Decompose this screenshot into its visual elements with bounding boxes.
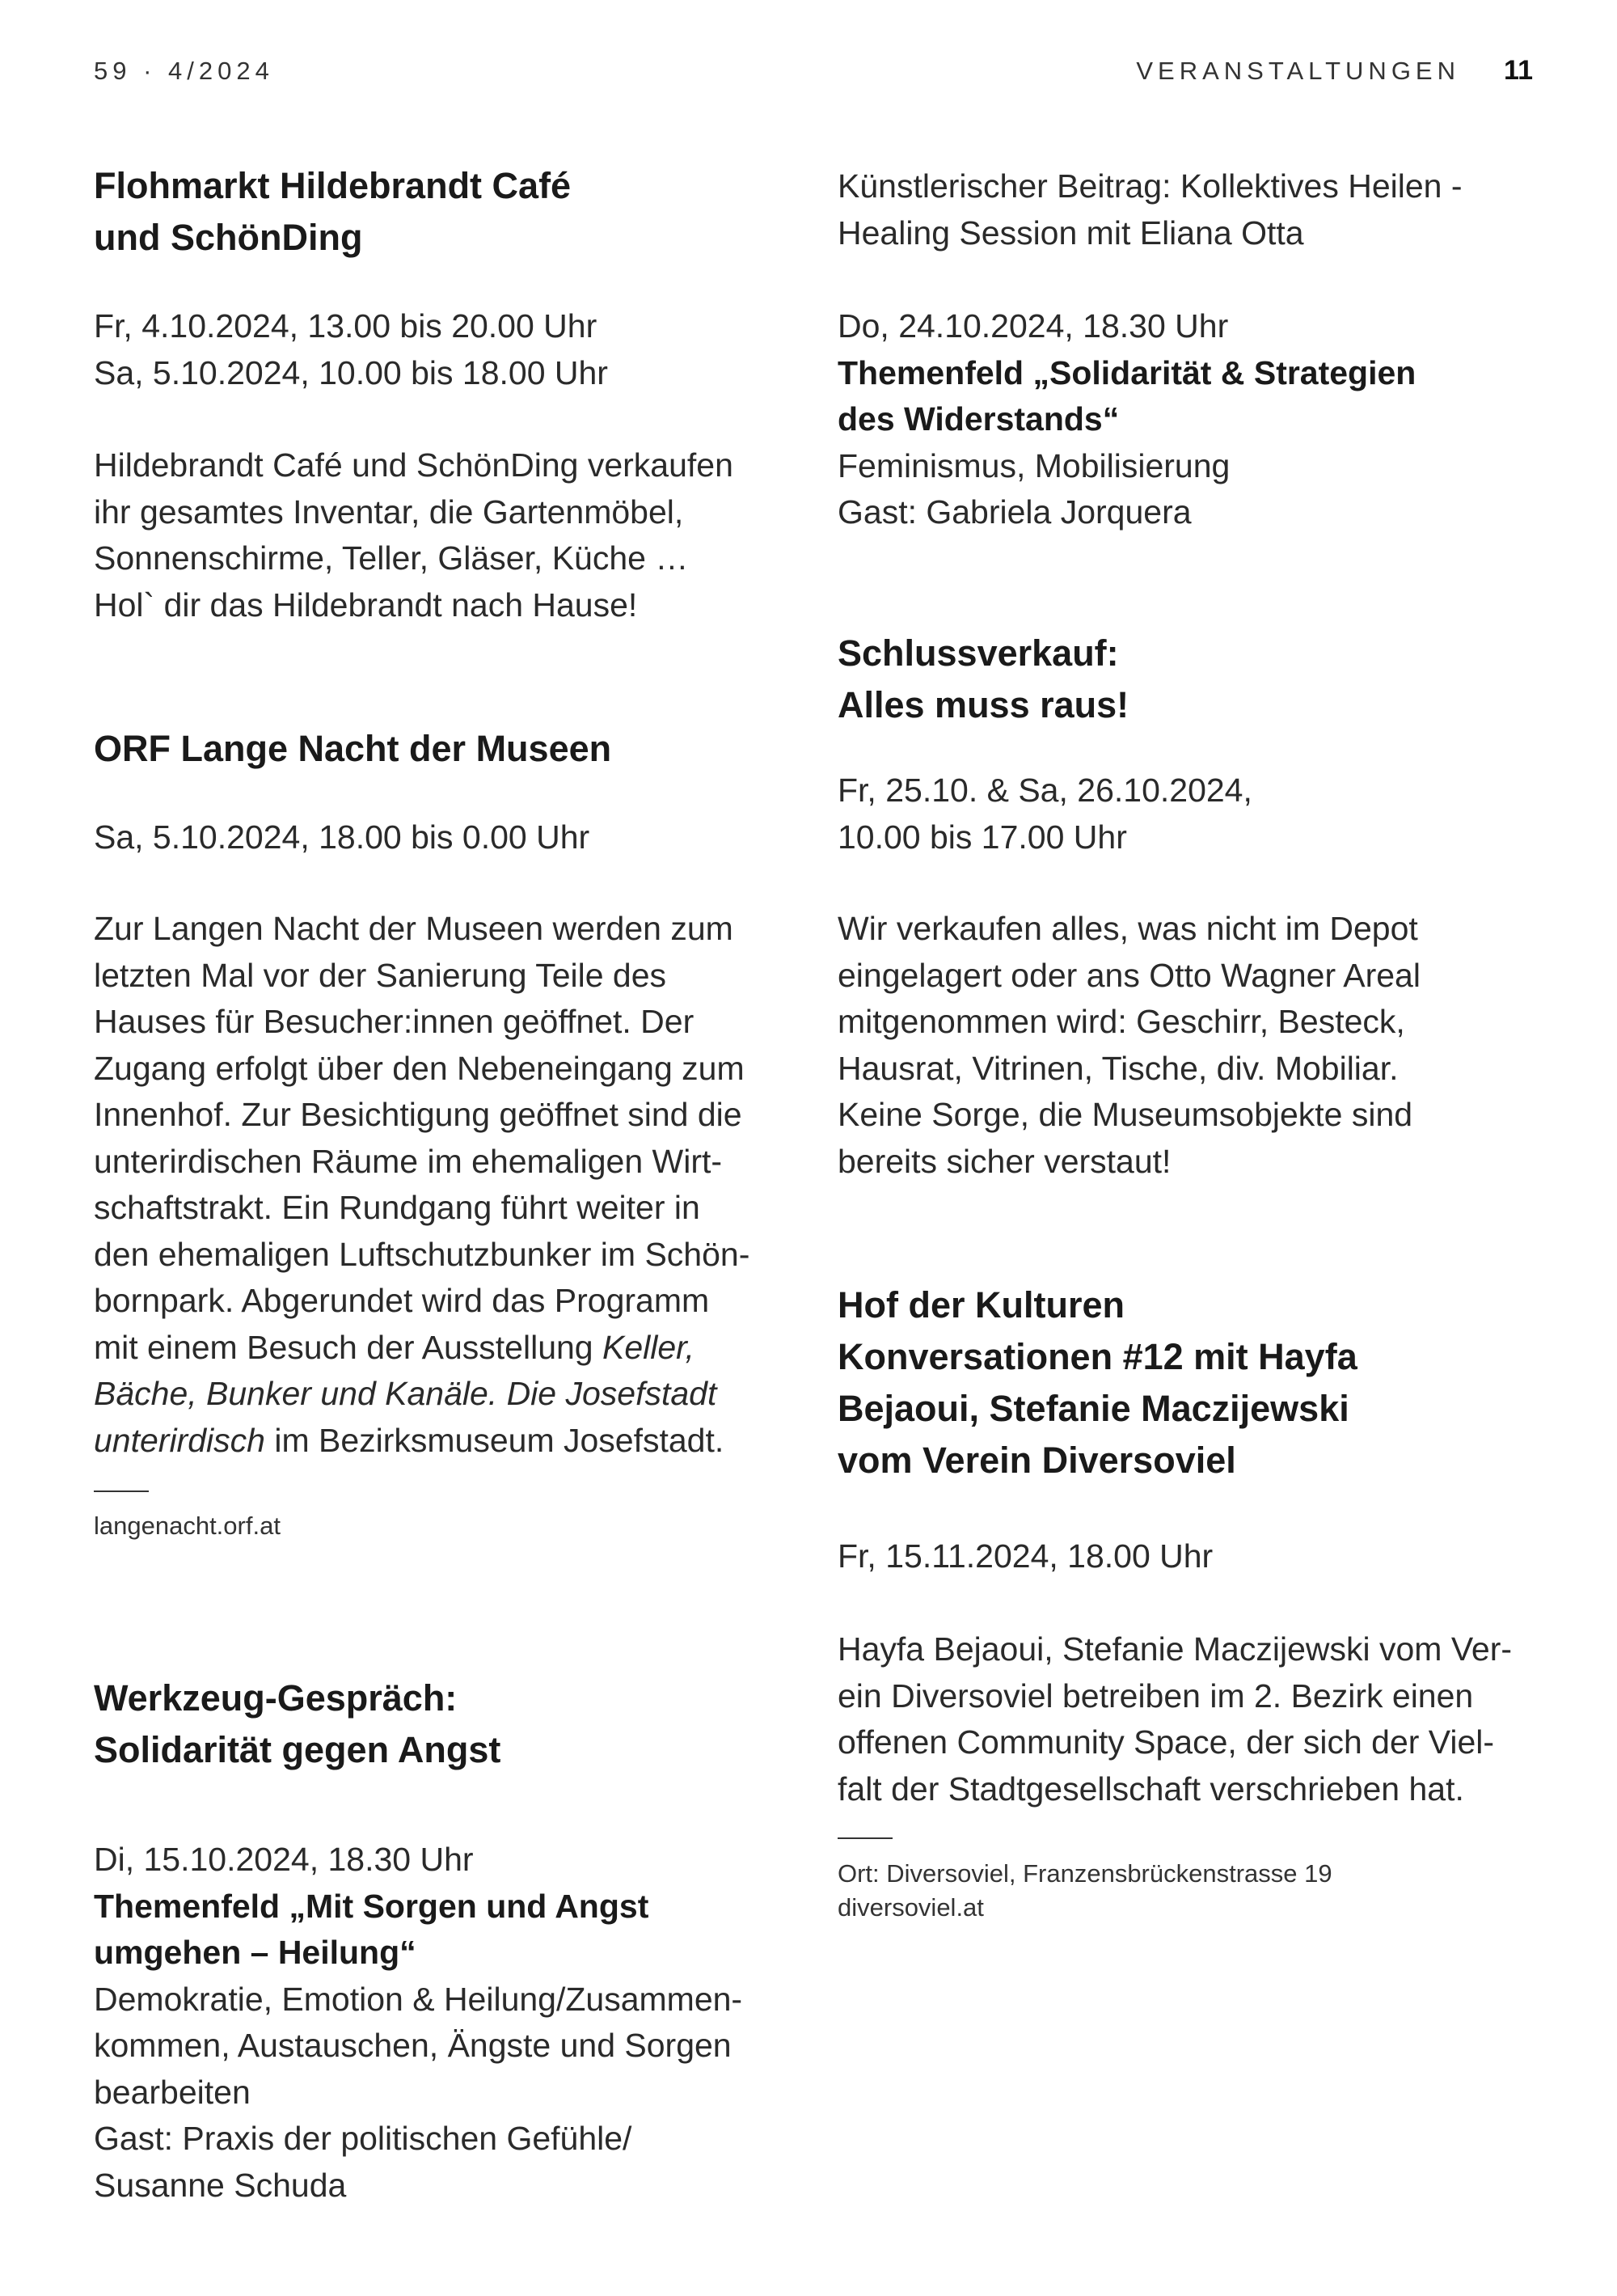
event-title-museen — [94, 723, 789, 775]
event-text-museen — [94, 906, 789, 1464]
text-line: Bejaoui, Stefanie Maczijewski — [838, 1388, 1349, 1429]
text-line: 10.00 bis 17.00 Uhr — [838, 818, 1127, 856]
event-details-werkzeug — [94, 1837, 789, 2209]
event-details-solidaritaet — [838, 303, 1533, 536]
text-line: Zur Langen Nacht der Museen werden zum — [94, 910, 733, 947]
text-line: umgehen – Heilung“ — [94, 1934, 416, 1971]
text-line: schaftstrakt. Ein Rundgang führt weiter in — [94, 1189, 700, 1226]
text-line: Sa, 5.10.2024, 10.00 bis 18.00 Uhr — [94, 353, 608, 391]
text-line: Feminismus, Mobilisierung — [838, 446, 1231, 484]
text-line: bornpark. Abgerundet wird das Programm — [94, 1282, 710, 1319]
text-line: letzten Mal vor der Sanierung Teile des — [94, 956, 667, 994]
event-dates-schlussverkauf — [838, 767, 1533, 860]
event-title-hof — [838, 1279, 1533, 1486]
text-line: Werkzeug-Gespräch: — [94, 1677, 458, 1719]
event-date: Di, 15.10.2024, 18.30 Uhr — [94, 1841, 474, 1878]
link-museen[interactable] — [94, 1509, 789, 1543]
text-line: unterirdischen Räume im ehemaligen Wirt- — [94, 1142, 723, 1180]
text-line: bereits sicher verstaut! — [838, 1142, 1172, 1180]
text-line: Themenfeld „Solidarität & Strategien — [838, 353, 1416, 391]
event-text — [94, 1977, 789, 2209]
text-line: Hol` dir das Hildebrandt nach Hause! — [94, 586, 638, 624]
text-line: mitgenommen wird: Geschirr, Besteck, — [838, 1003, 1405, 1040]
text-line: diversoviel.at — [838, 1893, 984, 1922]
event-date: Do, 24.10.2024, 18.30 Uhr — [838, 307, 1229, 345]
text-line: Hildebrandt Café und SchönDing verkaufen — [94, 446, 733, 484]
text-line: Sonnenschirme, Teller, Gläser, Küche … — [94, 539, 689, 577]
text-line: Zugang erfolgt über den Nebeneingang zum — [94, 1049, 745, 1087]
text-line: Healing Session mit Eliana Otta — [838, 214, 1304, 252]
text-line: Innenhof. Zur Besichtigung geöffnet sind die — [94, 1096, 742, 1133]
event-dates-hof — [838, 1533, 1533, 1580]
text-line: ORF Lange Nacht der Museen — [94, 728, 612, 769]
text-line: offenen Community Space, der sich der Viel- — [838, 1723, 1495, 1761]
text-line: Themenfeld „Mit Sorgen und Angst — [94, 1887, 649, 1925]
text-line: unterirdisch im Bezirksmuseum Josefstadt. — [94, 1421, 724, 1459]
event-text-schlussverkauf — [838, 906, 1533, 1185]
event-dates-museen — [94, 814, 789, 861]
text-line: Susanne Schuda — [94, 2166, 347, 2204]
text-line: Hausrat, Vitrinen, Tische, div. Mobiliar. — [838, 1049, 1399, 1087]
text-line: Flohmarkt Hildebrandt Café — [94, 165, 572, 206]
text-line: Konversationen #12 mit Hayfa — [838, 1336, 1357, 1377]
event-title-flohmarkt — [94, 160, 789, 264]
text-line: Hof der Kulturen — [838, 1284, 1125, 1326]
text-line: Hayfa Bejaoui, Stefanie Maczijewski vom Ver- — [838, 1630, 1513, 1668]
text-line: bearbeiten — [94, 2073, 251, 2111]
text-line: und SchönDing — [94, 217, 363, 258]
text-line: Künstlerischer Beitrag: Kollektives Heilen - — [838, 167, 1463, 205]
event-title-werkzeug — [94, 1672, 789, 1776]
text-line: Demokratie, Emotion & Heilung/Zusammen- — [94, 1980, 743, 2018]
text-line: des Widerstands“ — [838, 400, 1120, 438]
text-line[interactable]: langenacht.orf.at — [94, 1512, 281, 1540]
event-text — [838, 443, 1533, 536]
text-line: ihr gesamtes Inventar, die Gartenmöbel, — [94, 493, 684, 531]
text-line: falt der Stadtgesellschaft verschrieben hat. — [838, 1770, 1464, 1808]
text-line: Keine Sorge, die Museumsobjekte sind — [838, 1096, 1413, 1133]
section-title: VERANSTALTUNGEN — [1136, 57, 1460, 85]
text-line: den ehemaligen Luftschutzbunker im Schön- — [94, 1235, 750, 1273]
theme-field — [94, 1884, 789, 1977]
text-line: Wir verkaufen alles, was nicht im Depot — [838, 910, 1418, 947]
text-line: vom Verein Diversoviel — [838, 1440, 1236, 1481]
text-line: Fr, 25.10. & Sa, 26.10.2024, — [838, 772, 1252, 809]
text-line: Bäche, Bunker und Kanäle. Die Josefstadt — [94, 1375, 717, 1412]
text-line: Hauses für Besucher:innen geöffnet. Der — [94, 1003, 695, 1040]
text-line: mit einem Besuch der Ausstellung Keller, — [94, 1328, 695, 1366]
divider — [94, 1490, 149, 1492]
text-line: Gast: Praxis der politischen Gefühle/ — [94, 2120, 632, 2157]
text-line: ein Diversoviel betreiben im 2. Bezirk einen — [838, 1677, 1474, 1715]
event-text-hof — [838, 1626, 1533, 1812]
event-info-hof — [838, 1857, 1533, 1925]
divider — [838, 1837, 893, 1839]
event-title-schlussverkauf — [838, 628, 1533, 731]
event-dates-flohmarkt — [94, 303, 789, 396]
theme-field — [838, 350, 1533, 443]
text-line: eingelagert oder ans Otto Wagner Areal — [838, 956, 1421, 994]
event-text-flohmarkt — [94, 442, 789, 628]
text-line: Ort: Diversoviel, Franzensbrückenstrasse 19 — [838, 1859, 1332, 1888]
page-number: 11 — [1504, 55, 1533, 86]
text-line: Solidarität gegen Angst — [94, 1729, 501, 1770]
text-line: Fr, 15.11.2024, 18.00 Uhr — [838, 1537, 1214, 1575]
text-line: Alles muss raus! — [838, 684, 1129, 725]
text-line: Fr, 4.10.2024, 13.00 bis 20.00 Uhr — [94, 307, 597, 345]
issue-number: 59 · 4/2024 — [94, 57, 274, 85]
text-line: Sa, 5.10.2024, 18.00 bis 0.00 Uhr — [94, 818, 590, 856]
text-line: Gast: Gabriela Jorquera — [838, 493, 1192, 531]
event-text-museen-plain — [94, 906, 789, 1325]
artistic-contribution — [838, 163, 1533, 256]
text-line: kommen, Austauschen, Ängste und Sorgen — [94, 2027, 732, 2064]
text-line: Schlussverkauf: — [838, 632, 1119, 674]
